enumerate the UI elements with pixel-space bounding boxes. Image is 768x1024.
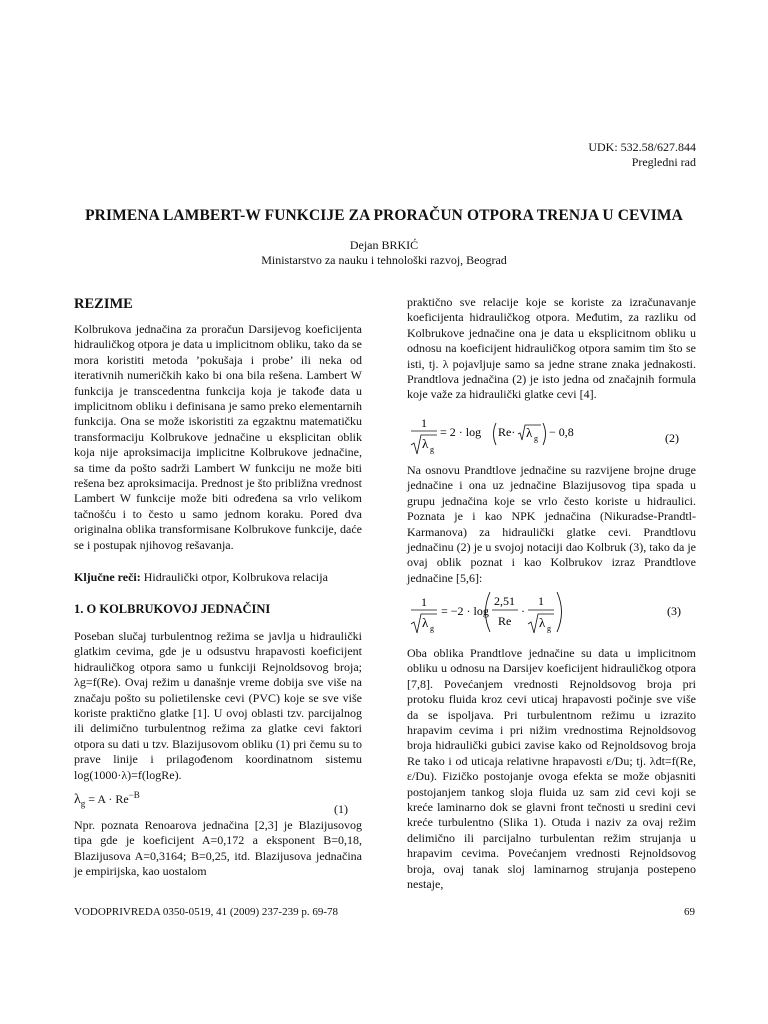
right-para2-block <box>407 463 696 586</box>
author-name: Dejan BRKIĆ <box>349 238 419 252</box>
right-para3: Oba oblika Prandtlove jednačine su data u implicitnom obliku u odnosu na Darsijev koeficijent hidrauličkog otpora [7,8]. Povećanjem vrednosti Rejnoldsovog broja pri protoku fluida kroz cevi uticaj hrapavosti počinje sve više da se ispoljava. Pri turbulentnom režimu u izrazito hrapavim cevima i pri nižim vrednostima Rejnoldsovog broja hidraulički gubici zavise kako od Rejnoldsovog broja Re tako i od uticaja relativne hrapavosti ε/Du; tj. λdt=f(Re, ε/Du). Fizičko postojanje ovoga efekta se može objasniti postojanjem tankog sloja fluida uz sam zid cevi koji se kreće laminarno dok se glavni front tečnosti u sredini cevi kreće turbulentno (Slika 1). Otuda i naziv za ovaj režim delimično ili parcijalno turbulentan režim strujanja u hrapavim cevima. Povećanjem vrednosti Rejnoldsovog broja, ovaj tanak sloj laminarnog strujanja postepeno nestaje, <box>407 646 696 892</box>
keywords-line <box>74 570 362 585</box>
paper-title: PRIMENA LAMBERT-W FUNKCIJE ZA PRORAČUN OTPORA TRENJA U CEVIMA <box>85 207 683 224</box>
eq3-number: (3) <box>667 604 681 618</box>
eq2-numerator: 1 <box>421 416 427 430</box>
abstract-text: Kolbrukova jednačina za proračun Darsijevog koeficijenta hidrauličkog otpora je data u implicitnom obliku, tako da se mora koristiti metoda ’pokušaja i probe’ ili neka od iterativnih numeričkih kako bi ona bila rešena. Lambert W funkcija je transcedentna funkcija koja je takođe data u implicitnom obliku i definisana je samo preko elementarnih funkcija. Ona se može iskoristiti za egzaktnu matematičku transformaciju Kolbrukove jednačine u eksplicitan oblik koja nije aproksimacija implicitne Kolbrukove jednačine, sa time da pošto sadrži Lambert W funkciju ne može biti rešena bez aproksimacija. Prednost je što približna vrednost Lambert W funkcije može biti određena sa vrlo velikom tačnošću i to često u samo jednom koraku. Pored dva originalna oblika transformisane Kolbrukove funkcije, daće se i postupak njihovog rešavanja. <box>74 322 362 552</box>
keywords-label: Ključne reči: <box>74 570 141 584</box>
eq3-rhs-a: = −2 · log <box>441 604 489 618</box>
abstract-heading: REZIME <box>74 296 133 312</box>
section1-para1: Poseban slučaj turbulentnog režima se javlja u hidraulički glatkim cevima, gde je u odsustvu hrapavosti koeficijent hidrauličkog otpora samo u funkciji Rejnoldsovog broja; λg=f(Re). Ovaj režim u današnje vreme dobija sve više na značaju pošto su polietilenske cevi (PVC) koje se sve više koriste praktično glatke [1]. U ovoj oblasti tzv. parcijalnog ili delimično turbulentnog režima za glatke cevi faktori otpora su dati u tzv. Blazijusovom obliku (1) pri čemu su to prave linije i prilagođenom koordinatnom sistemu log(1000·λ)=f(logRe). <box>74 629 362 782</box>
right-para2: Na osnovu Prandtlove jednačine su razvijene brojne druge jednačine i ona uz jednačine Blazijusovog tipa spada u grupu jednačina koje se vrlo često koriste u hidraulici. Poznata je i kao NPK jednačina (Nikuradse-Prandtl-Karmanova) za hidraulički glatke cevi. Prandtlovu jednačinu (2) je u svojoj notaciji dao Kolbruk (3), tako da je ovaj oblik poznat i kao Kolbrukov izraz Prandtlove jednačine [5,6]: <box>407 463 696 585</box>
eq1-lambda: λ <box>74 792 81 807</box>
eq3-svg <box>407 588 696 640</box>
eq2-lambda-inner: λ <box>526 425 533 440</box>
author-affiliation: Ministarstvo za nauku i tehnološki razvoj, Beograd <box>261 253 507 267</box>
eq2-rhs-a: = 2 · log <box>440 425 482 439</box>
keywords-text: Hidraulički otpor, Kolbrukova relacija <box>143 570 328 584</box>
footer-journal: VODOPRIVREDA 0350-0519, 41 (2009) 237-239 p. 69-78 <box>74 906 338 918</box>
section1-para1-block <box>74 629 362 783</box>
right-para3-block <box>407 646 696 893</box>
eq2-re: Re· <box>498 425 516 439</box>
equation-3 <box>407 588 696 640</box>
paper-type: Pregledni rad <box>631 155 696 169</box>
eq1-exp: −B <box>128 790 140 800</box>
eq3-sub: g <box>430 624 434 633</box>
udk-code: UDK: 532.58/627.844 <box>588 140 696 154</box>
eq3-sub-inner: g <box>547 624 551 633</box>
eq2-lambda: λ <box>422 436 429 451</box>
eq3-lambda-inner: λ <box>539 615 546 630</box>
eq2-sub: g <box>430 445 434 454</box>
eq3-numerator-inner: 1 <box>538 594 544 608</box>
right-para1-block <box>407 295 696 403</box>
eq3-frac-num: 2,51 <box>494 594 515 608</box>
eq3-lambda: λ <box>422 615 429 630</box>
eq1-rhs: = A · Re <box>88 792 129 806</box>
abstract-body <box>74 322 362 553</box>
eq3-dot: · <box>521 604 525 618</box>
eq2-number: (2) <box>665 431 679 445</box>
eq2-sub-inner: g <box>534 434 538 443</box>
eq1-sub: g <box>80 798 86 809</box>
eq2-svg <box>407 414 696 464</box>
eq2-rhs-b: − 0,8 <box>549 425 574 439</box>
eq1-number: (1) <box>334 802 348 816</box>
footer-page-number: 69 <box>684 906 695 918</box>
section1-para2-block <box>74 818 362 880</box>
eq3-frac-den: Re <box>498 614 512 628</box>
equation-2 <box>407 414 696 464</box>
section1-heading: 1. O KOLBRUKOVOJ JEDNAČINI <box>74 602 271 616</box>
equation-1 <box>74 790 362 816</box>
eq3-numerator: 1 <box>421 595 427 609</box>
section1-para2: Npr. poznata Renoarova jednačina [2,3] je Blazijusovog tipa gde je koeficijent A=0,172 a eksponent B=0,18, Blazijusova A=0,3164; B=0,25, itd. Blazijusova jednačina je empirijska, kao uostalom <box>74 818 362 879</box>
udk-block <box>588 140 696 170</box>
right-para1: praktično sve relacije koje se koriste za izračunavanje koeficijenta hidrauličkog otpora. Međutim, za razliku od Kolbrukove jednačine ona je data u eksplicitnom obliku u odnosu na koeficijent hidrauličkog otpora samim tim što se isti, tj. λ pojavljuje samo sa jedne strane znaka jednakosti. Prandtlova jednačina (2) je isto jedna od značajnih formula koje važe za hidraulički glatke cevi [4]. <box>407 295 696 402</box>
author-block <box>0 238 768 268</box>
